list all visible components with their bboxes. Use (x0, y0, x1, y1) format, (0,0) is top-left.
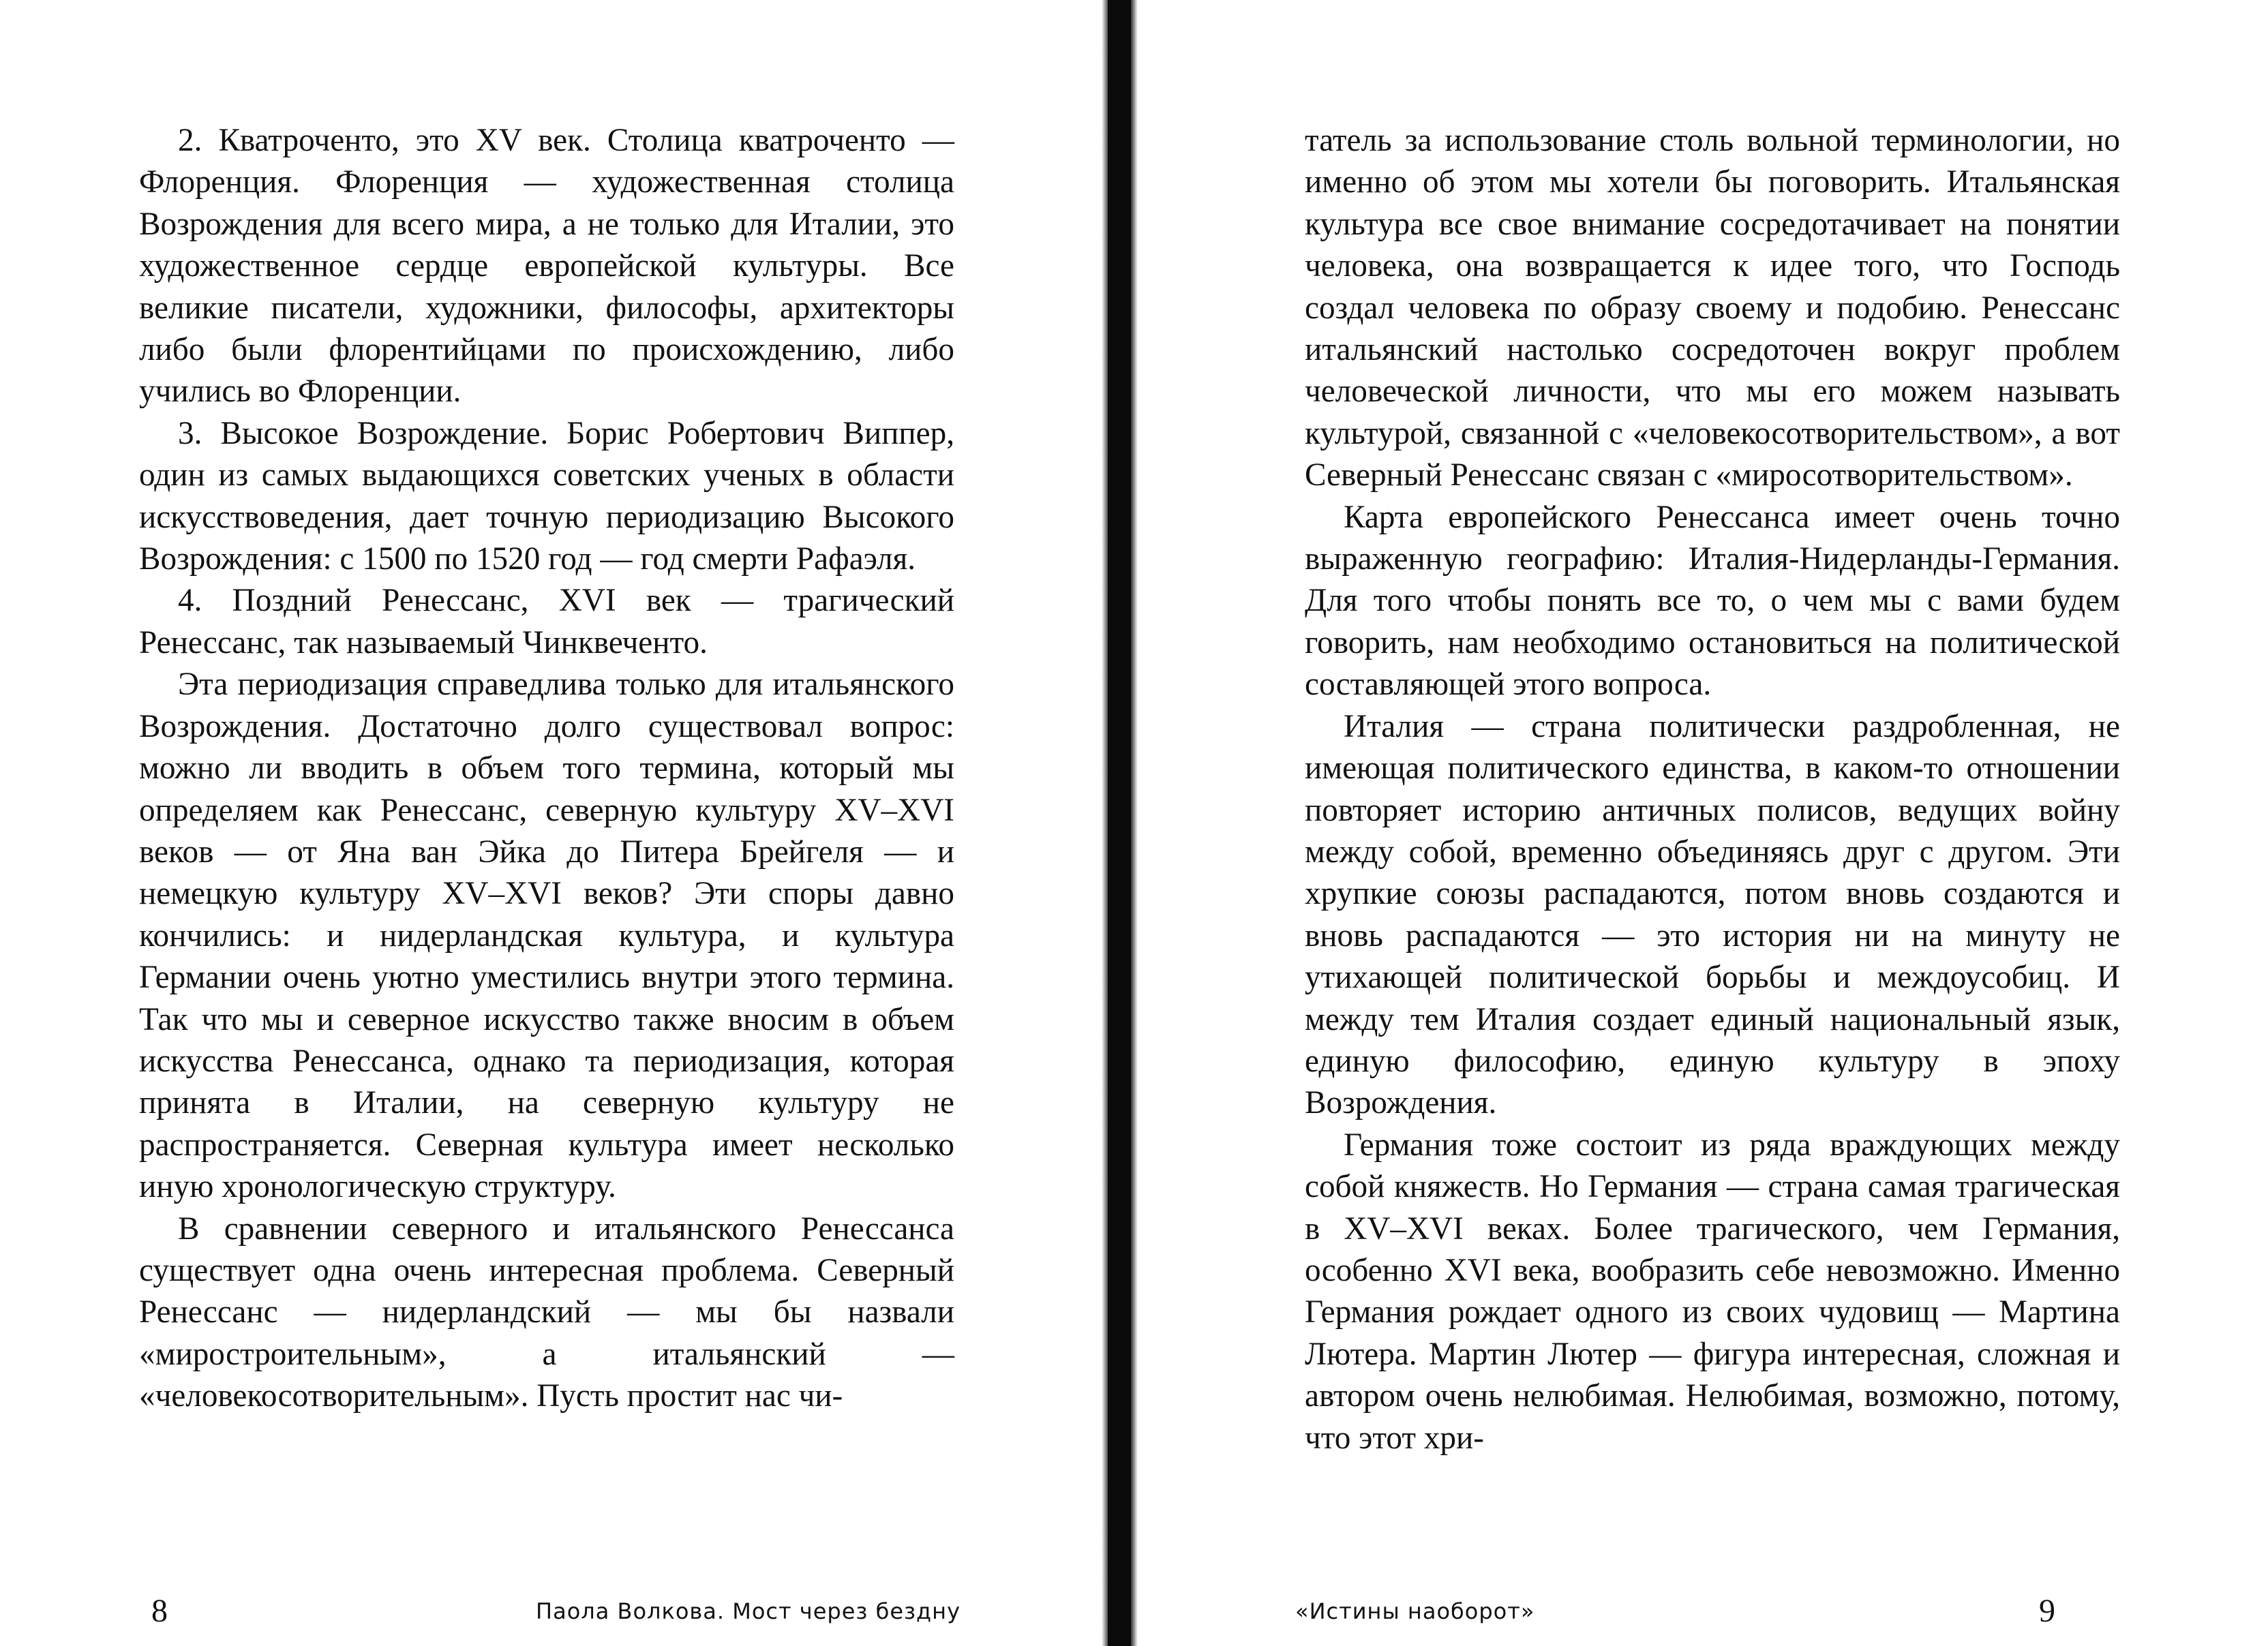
left-page (0, 0, 1104, 1646)
right-running-head: «Истины наоборот» (1295, 1598, 1535, 1624)
left-running-head: Паола Волкова. Мост через бездну (536, 1598, 961, 1624)
gutter-shadow-left (1102, 0, 1108, 1646)
left-paragraph-3: 4. Поздний Ренессанс, XVI век — трагический Ренессанс, так называемый Чинквеченто. (139, 583, 954, 660)
left-paragraph-2: 3. Высокое Возрождение. Борис Робертович Виппер, один из самых выдающихся советских ученых в области искусствоведения, дает точную периодизацию Высокого Возрождения: с 1500 по 1520 год — год смерти Рафаэля. (139, 415, 954, 577)
left-paragraph-4: Эта периодизация справедлива только для итальянского Возрождения. Достаточно долго существовал вопрос: можно ли вводить в объем того термина, который мы определяем как Ренессанс, северную культуру XV–XVI веков — от Яна ван Эйка до Питера Брейгеля — и немецкую культуру XV–XVI веков? Эти споры давно кончились: и нидерландская культура, и культура Германии очень уютно уместились внутри этого термина. Так что мы и северное искусство также вносим в объем искусства Ренессанса, однако та периодизация, которая принята в Италии, на северную культуру не распространяется. Северная культура имеет несколько иную хронологическую структуру. (139, 667, 954, 1205)
book-spine (1108, 0, 1131, 1646)
left-page-body (139, 120, 954, 1418)
right-paragraph-3: Италия — страна политически раздробленная, не имеющая политического единства, в каком-то отношении повторяет историю античных полисов, ведущих войну между собой, временно объединяясь друг с другом. Эти хрупкие союзы распадаются, потом вновь создаются и вновь распадаются — это история ни на минуту не утихающей политической борьбы и междоусобиц. И между тем Италия создает единый национальный язык, единую философию, единую культуру в эпоху Возрождения. (1305, 708, 2120, 1121)
left-page-number: 8 (151, 1593, 168, 1629)
right-paragraph-2: Карта европейского Ренессанса имеет очень точно выраженную географию: Италия-Нидерланды-Германия. Для того чтобы понять все то, о чем мы с вами будем говорить, нам необходимо остановиться на политической составляющей этого вопроса. (1305, 499, 2120, 703)
gutter-shadow-right (1131, 0, 1138, 1646)
right-page (1152, 0, 2268, 1646)
right-page-body (1305, 120, 2120, 1459)
left-paragraph-1: 2. Кватроченто, это XV век. Столица кватроченто — Флоренция. Флоренция — художественная столица Возрождения для всего мира, а не только для Италии, это художественное сердце европейской культуры. Все великие писатели, художники, философы, архитекторы либо были флорентийцами по происхождению, либо учились во Флоренции. (139, 123, 954, 410)
right-paragraph-4: Германия тоже состоит из ряда враждующих между собой княжеств. Но Германия — страна самая трагическая в XV–XVI веках. Более трагического, чем Германия, особенно XVI века, вообразить себе невозможно. Именно Германия рождает одного из своих чудовищ — Мартина Лютера. Мартин Лютер — фигура интересная, сложная и автором очень нелюбимая. Нелюбимая, возможно, потому, что этот хри- (1305, 1127, 2120, 1456)
left-paragraph-5: В сравнении северного и итальянского Ренессанса существует одна очень интересная проблема. Северный Ренессанс — нидерландский — мы бы назвали «миростроительным», а итальянский — «человекосотворительным». Пусть простит нас чи- (139, 1210, 954, 1414)
right-page-number: 9 (2039, 1593, 2055, 1629)
right-paragraph-1: татель за использование столь вольной терминологии, но именно об этом мы хотели бы поговорить. Итальянская культура все свое внимание сосредотачивает на понятии человека, она возвращается к идее того, что Господь создал человека по образу своему и подобию. Ренессанс итальянский настолько сосредоточен вокруг проблем человеческой личности, что мы его можем называть культурой, связанной с «человекосотворительством», а вот Северный Ренессанс связан с «миросотворительством». (1305, 123, 2120, 493)
